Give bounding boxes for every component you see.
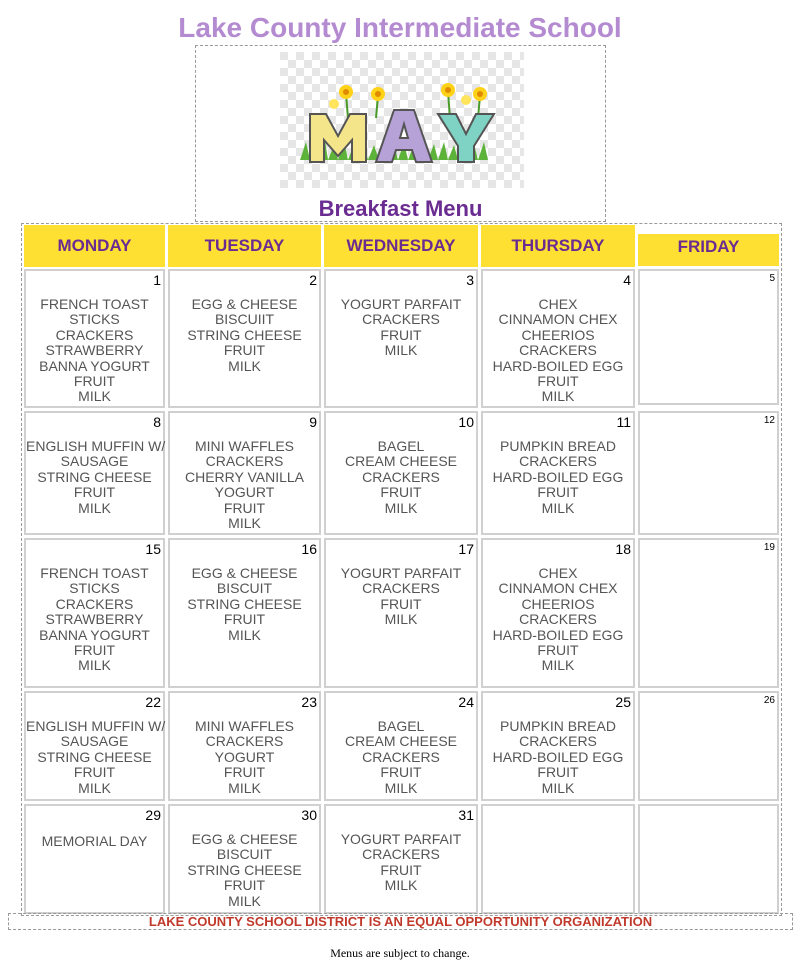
menu-item: FRUIT — [73, 642, 116, 659]
menu-item: CRACKERS — [519, 733, 597, 750]
day-cell — [24, 411, 165, 535]
menu-item: CHEERIOS — [521, 595, 595, 612]
menu-item: MILK — [384, 611, 418, 628]
menu-item: YOGURT — [214, 748, 275, 765]
day-number: 22 — [145, 694, 161, 710]
menu-items — [170, 566, 319, 643]
menu-item: HARD-BOILED EGG — [492, 748, 624, 765]
menu-item: CRACKERS — [205, 453, 284, 470]
weekday-header-tuesday: TUESDAY — [168, 225, 321, 267]
day-cell — [638, 538, 779, 688]
menu-items — [26, 718, 166, 796]
day-cell — [168, 691, 321, 801]
menu-item: CRACKERS — [519, 611, 597, 628]
menu-item: SAUSAGE — [60, 453, 129, 470]
day-cell — [168, 411, 321, 535]
menu-item: STRING CHEESE — [187, 326, 302, 343]
day-cell — [481, 691, 635, 801]
menu-item: BISCUIIT — [214, 311, 275, 328]
day-cell — [24, 269, 165, 408]
menu-item: FRUIT — [537, 484, 579, 501]
menu-item: ENGLISH MUFFIN W/ — [26, 718, 166, 734]
menu-item: CRACKERS — [55, 326, 134, 343]
day-cell — [481, 269, 635, 408]
day-cell — [638, 691, 779, 801]
menu-item: MILK — [228, 892, 261, 909]
menu-item: SAUSAGE — [60, 733, 129, 750]
day-number: 11 — [616, 414, 631, 430]
menu-items — [326, 566, 476, 628]
menu-item: FRUIT — [223, 877, 266, 894]
menu-item: FRUIT — [537, 642, 579, 659]
menu-item: MINI WAFFLES — [194, 438, 295, 454]
menu-item: HARD-BOILED EGG — [492, 626, 624, 643]
menu-items — [326, 297, 476, 359]
day-number: 9 — [309, 414, 317, 430]
day-cell — [24, 691, 165, 801]
month-logo-frame — [195, 45, 606, 222]
menu-item: CRACKERS — [519, 342, 597, 359]
menu-item: CRACKERS — [55, 595, 134, 612]
menu-item: ENGLISH MUFFIN W/ — [26, 438, 166, 454]
menu-item: STRING CHEESE — [37, 468, 152, 485]
menu-item: FRUIT — [223, 611, 266, 628]
day-cell — [481, 411, 635, 535]
menu-items — [483, 566, 633, 674]
menu-item: YOGURT PARFAIT — [340, 831, 462, 847]
menu-item: MILK — [384, 342, 418, 359]
menu-items — [483, 297, 633, 405]
menu-item: CINNAMON CHEX — [498, 311, 618, 328]
may-banner-image — [280, 52, 524, 188]
menu-item: FRUIT — [223, 764, 266, 781]
weekday-header-wednesday: WEDNESDAY — [324, 225, 478, 267]
menu-item: BANNA YOGURT — [39, 357, 150, 374]
menu-item: HARD-BOILED EGG — [492, 357, 624, 374]
equal-opportunity-statement: LAKE COUNTY SCHOOL DISTRICT IS AN EQUAL OPPORTUNITY ORGANIZATION — [148, 914, 653, 929]
day-number: 23 — [301, 694, 317, 710]
menu-item: CHEX — [538, 296, 578, 312]
menu-item: FRUIT — [223, 342, 266, 359]
weekday-header-friday: FRIDAY — [638, 234, 779, 266]
day-number: 8 — [153, 414, 161, 430]
day-number: 4 — [623, 272, 631, 288]
day-number: 2 — [309, 272, 317, 288]
menu-item: CRACKERS — [362, 580, 440, 597]
menu-items — [170, 439, 319, 531]
menu-item: MILK — [541, 779, 575, 796]
menu-item: CHEERIOS — [521, 326, 595, 343]
menu-item: EGG & CHEESE — [191, 296, 298, 312]
day-number: 17 — [458, 541, 474, 557]
menu-items — [326, 719, 476, 796]
menu-items — [170, 832, 319, 909]
menu-item: MILK — [78, 779, 111, 796]
menu-item: MILK — [384, 779, 418, 796]
menu-item: MILK — [384, 499, 418, 516]
menu-items — [326, 832, 476, 894]
day-number: 12 — [763, 415, 775, 426]
menu-item: YOGURT PARFAIT — [340, 296, 462, 312]
menu-item: CRACKERS — [205, 733, 284, 750]
menu-item: CRACKERS — [362, 468, 440, 485]
menu-item: CINNAMON CHEX — [498, 580, 618, 597]
day-number: 16 — [301, 541, 317, 557]
menu-item: CHERRY VANILLA — [184, 468, 305, 485]
menu-item: FRUIT — [223, 499, 266, 516]
menu-item: MILK — [541, 388, 575, 405]
menu-item: CHEX — [538, 565, 578, 581]
menu-item: MINI WAFFLES — [194, 718, 295, 734]
day-cell — [24, 804, 165, 914]
menu-item: FRUIT — [380, 326, 422, 343]
menu-item: MEMORIAL DAY — [41, 833, 148, 849]
menu-item: FRUIT — [380, 595, 422, 612]
menu-item: STRING CHEESE — [37, 748, 152, 765]
day-cell — [168, 269, 321, 408]
menu-item: BAGEL — [377, 438, 425, 454]
menu-item: PUMPKIN BREAD — [500, 718, 616, 734]
menu-item: CRACKERS — [362, 311, 440, 328]
day-cell — [481, 804, 635, 914]
day-number: 10 — [458, 414, 474, 430]
day-number: 30 — [301, 807, 317, 823]
menu-item: STRAWBERRY — [45, 611, 144, 628]
menu-items — [483, 719, 633, 796]
menu-items — [26, 834, 163, 849]
day-number: 3 — [466, 272, 474, 288]
menu-item: FRUIT — [537, 764, 579, 781]
day-cell — [324, 691, 478, 801]
menu-item: FRUIT — [537, 373, 579, 390]
menu-items — [26, 297, 163, 405]
day-number: 1 — [153, 272, 161, 288]
day-cell — [168, 538, 321, 688]
day-number: 26 — [763, 695, 775, 706]
menu-item: BANNA YOGURT — [39, 626, 150, 643]
day-number: 15 — [145, 541, 161, 557]
menu-item: CREAM CHEESE — [344, 453, 458, 470]
menu-item: EGG & CHEESE — [191, 565, 298, 581]
weekday-header-monday: MONDAY — [24, 225, 165, 267]
menu-item: FRUIT — [73, 484, 116, 501]
menu-item: MILK — [541, 499, 575, 516]
day-cell — [324, 538, 478, 688]
menu-items — [170, 297, 319, 374]
menu-item: PUMPKIN BREAD — [500, 438, 616, 454]
day-number: 25 — [615, 694, 631, 710]
menu-items — [26, 438, 166, 516]
day-cell — [638, 269, 779, 405]
menu-change-note: Menus are subject to change. — [330, 946, 470, 960]
day-number: 5 — [769, 273, 775, 284]
day-number: 24 — [458, 694, 474, 710]
menu-item: STRAWBERRY — [45, 342, 144, 359]
menu-item: MILK — [78, 657, 111, 674]
menu-items — [483, 439, 633, 516]
menu-items — [26, 566, 163, 674]
menu-item: MILK — [78, 499, 111, 516]
day-cell — [168, 804, 321, 914]
menu-items — [170, 719, 319, 796]
menu-item: FRUIT — [380, 861, 422, 878]
school-name: Lake County Intermediate School — [178, 12, 622, 43]
menu-item: STICKS — [69, 311, 120, 328]
menu-items — [326, 439, 476, 516]
day-number: 18 — [615, 541, 631, 557]
menu-item: FRENCH TOAST — [40, 565, 149, 581]
menu-item: CRACKERS — [519, 453, 597, 470]
day-cell — [324, 411, 478, 535]
menu-item: FRENCH TOAST — [40, 296, 149, 312]
weekday-header-thursday: THURSDAY — [481, 225, 635, 267]
footer-box — [8, 913, 793, 930]
menu-item: HARD-BOILED EGG — [492, 468, 624, 485]
menu-item: EGG & CHEESE — [191, 831, 298, 847]
menu-item: MILK — [541, 657, 575, 674]
menu-item: BISCUIT — [216, 846, 273, 863]
day-cell — [324, 804, 478, 914]
menu-item: FRUIT — [380, 484, 422, 501]
menu-item: STICKS — [69, 580, 120, 597]
day-cell — [638, 411, 779, 535]
day-cell — [481, 538, 635, 688]
day-cell — [24, 538, 165, 688]
menu-item: CRACKERS — [362, 748, 440, 765]
menu-item: CREAM CHEESE — [344, 733, 458, 750]
menu-item: YOGURT PARFAIT — [340, 565, 462, 581]
day-number: 29 — [145, 807, 161, 823]
day-cell — [324, 269, 478, 408]
menu-title: Breakfast Menu — [318, 196, 483, 221]
menu-item: MILK — [228, 515, 261, 532]
day-cell — [638, 804, 779, 914]
menu-item: BISCUIT — [216, 580, 273, 597]
menu-item: STRING CHEESE — [187, 861, 302, 878]
day-number: 31 — [458, 807, 474, 823]
menu-item: FRUIT — [73, 373, 116, 390]
menu-item: FRUIT — [73, 764, 116, 781]
menu-item: MILK — [228, 357, 261, 374]
menu-item: FRUIT — [380, 764, 422, 781]
menu-item: MILK — [228, 779, 261, 796]
menu-item: STRING CHEESE — [187, 595, 302, 612]
menu-item: MILK — [78, 388, 111, 405]
menu-item: CRACKERS — [362, 846, 440, 863]
menu-item: MILK — [228, 626, 261, 643]
menu-item: YOGURT — [214, 484, 275, 501]
day-number: 19 — [763, 542, 775, 553]
menu-item: BAGEL — [377, 718, 425, 734]
menu-item: MILK — [384, 877, 418, 894]
